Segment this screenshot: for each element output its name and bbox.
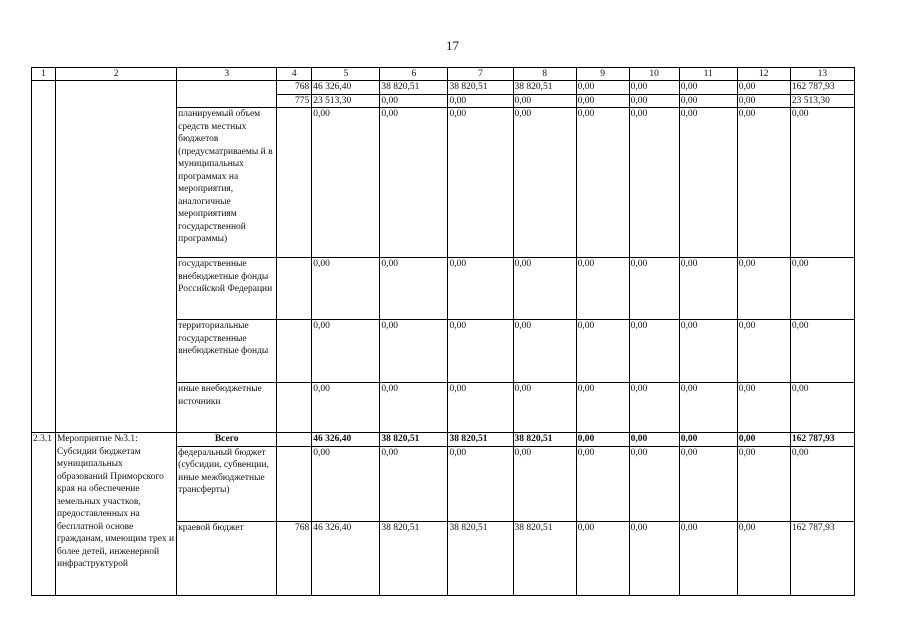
value-cell: 0,00 [448,108,513,258]
value-cell: 0,00 [448,383,513,433]
header-cell: 4 [277,68,312,81]
value-cell: 0,00 [790,108,854,258]
header-cell: 1 [32,68,56,81]
value-cell: 0,00 [679,258,737,320]
value-cell: 0,00 [576,258,629,320]
value-cell: 38 820,51 [513,521,576,595]
empty-cell [277,258,312,320]
source-label: государственные внебюджетные фонды Российской Федерации [177,258,277,320]
value-cell: 0,00 [576,320,629,383]
value-cell: 0,00 [737,81,790,95]
value-cell: 0,00 [629,383,679,433]
value-cell: 0,00 [629,94,679,108]
empty-cell [56,81,177,433]
value-cell: 46 326,40 [312,81,380,95]
value-cell: 0,00 [513,108,576,258]
value-cell: 0,00 [679,383,737,433]
value-cell: 0,00 [380,94,448,108]
value-cell: 0,00 [629,521,679,595]
header-cell: 12 [737,68,790,81]
value-cell: 0,00 [513,446,576,521]
value-cell: 0,00 [576,383,629,433]
total-label: Всего [177,433,277,447]
value-cell: 0,00 [790,320,854,383]
value-cell: 0,00 [737,383,790,433]
header-cell: 10 [629,68,679,81]
header-cell: 9 [576,68,629,81]
value-cell: 0,00 [576,446,629,521]
value-cell: 38 820,51 [448,433,513,447]
value-cell: 38 820,51 [380,81,448,95]
header-cell: 11 [679,68,737,81]
source-label: краевой бюджет [177,521,277,595]
value-cell: 0,00 [312,320,380,383]
value-cell: 38 820,51 [380,433,448,447]
value-cell: 0,00 [737,108,790,258]
code-cell: 768 [277,81,312,95]
page-number: 17 [446,38,459,53]
column-header-row [32,68,855,81]
value-cell: 0,00 [737,94,790,108]
value-cell: 0,00 [737,433,790,447]
header-cell: 8 [513,68,576,81]
value-cell: 162 787,93 [790,81,854,95]
header-cell: 5 [312,68,380,81]
value-cell: 0,00 [380,108,448,258]
value-cell: 0,00 [790,258,854,320]
empty-cell [277,383,312,433]
value-cell: 0,00 [576,108,629,258]
value-cell: 0,00 [737,320,790,383]
value-cell: 0,00 [576,521,629,595]
code-cell: 768 [277,521,312,595]
value-cell: 0,00 [380,258,448,320]
source-label: планируемый объем средств местных бюджетов (предусматриваемы й в муниципальных программах на мероприятия, аналогичные мероприятиям государственной программы) [177,108,277,258]
value-cell: 46 326,40 [312,433,380,447]
value-cell: 0,00 [576,433,629,447]
value-cell: 162 787,93 [790,433,854,447]
value-cell: 0,00 [737,446,790,521]
code-cell: 775 [277,94,312,108]
value-cell: 0,00 [312,108,380,258]
empty-cell [277,433,312,447]
value-cell: 0,00 [679,521,737,595]
value-cell: 0,00 [312,258,380,320]
value-cell: 0,00 [679,94,737,108]
value-cell: 46 326,40 [312,521,380,595]
value-cell: 0,00 [513,383,576,433]
value-cell: 0,00 [312,446,380,521]
value-cell: 0,00 [737,258,790,320]
value-cell: 0,00 [576,81,629,95]
value-cell: 0,00 [679,320,737,383]
value-cell: 162 787,93 [790,521,854,595]
value-cell: 0,00 [448,446,513,521]
header-cell: 2 [56,68,177,81]
value-cell: 0,00 [790,446,854,521]
value-cell: 0,00 [629,320,679,383]
value-cell: 38 820,51 [448,81,513,95]
table-row [32,433,855,447]
value-cell: 0,00 [629,446,679,521]
table-row [32,81,855,95]
empty-cell [277,446,312,521]
value-cell: 0,00 [629,81,679,95]
measure-title: Мероприятие №3.1: Субсидии бюджетам муниципальных образований Приморского края на обеспечение земельных участков, предоставленных на бесплатной основе гражданам, имеющим трех и более детей, инженерной инфраструктурой [56,433,177,596]
value-cell: 0,00 [629,433,679,447]
value-cell: 0,00 [513,258,576,320]
value-cell: 0,00 [513,320,576,383]
value-cell: 0,00 [629,108,679,258]
empty-cell [177,81,277,108]
source-label: территориальные государственные внебюджетные фонды [177,320,277,383]
measure-code: 2.3.1 [32,433,56,596]
budget-table [31,67,855,596]
value-cell: 0,00 [629,258,679,320]
value-cell: 0,00 [790,383,854,433]
source-label: иные внебюджетные источники [177,383,277,433]
value-cell: 0,00 [312,383,380,433]
empty-cell [277,108,312,258]
value-cell: 0,00 [448,258,513,320]
value-cell: 0,00 [380,320,448,383]
header-cell: 3 [177,68,277,81]
value-cell: 0,00 [679,446,737,521]
header-cell: 13 [790,68,854,81]
value-cell: 38 820,51 [380,521,448,595]
value-cell: 38 820,51 [513,81,576,95]
header-cell: 6 [380,68,448,81]
value-cell: 23 513,30 [312,94,380,108]
value-cell: 0,00 [679,81,737,95]
empty-cell [277,320,312,383]
value-cell: 0,00 [448,94,513,108]
empty-cell [32,81,56,433]
value-cell: 0,00 [380,446,448,521]
value-cell: 38 820,51 [448,521,513,595]
value-cell: 0,00 [576,94,629,108]
value-cell: 0,00 [679,108,737,258]
source-label: федеральный бюджет (субсидии, субвенции, иные межбюджетные трансферты) [177,446,277,521]
value-cell: 23 513,30 [790,94,854,108]
value-cell: 0,00 [679,433,737,447]
value-cell: 0,00 [380,383,448,433]
value-cell: 0,00 [448,320,513,383]
header-cell: 7 [448,68,513,81]
value-cell: 38 820,51 [513,433,576,447]
value-cell: 0,00 [513,94,576,108]
value-cell: 0,00 [737,521,790,595]
